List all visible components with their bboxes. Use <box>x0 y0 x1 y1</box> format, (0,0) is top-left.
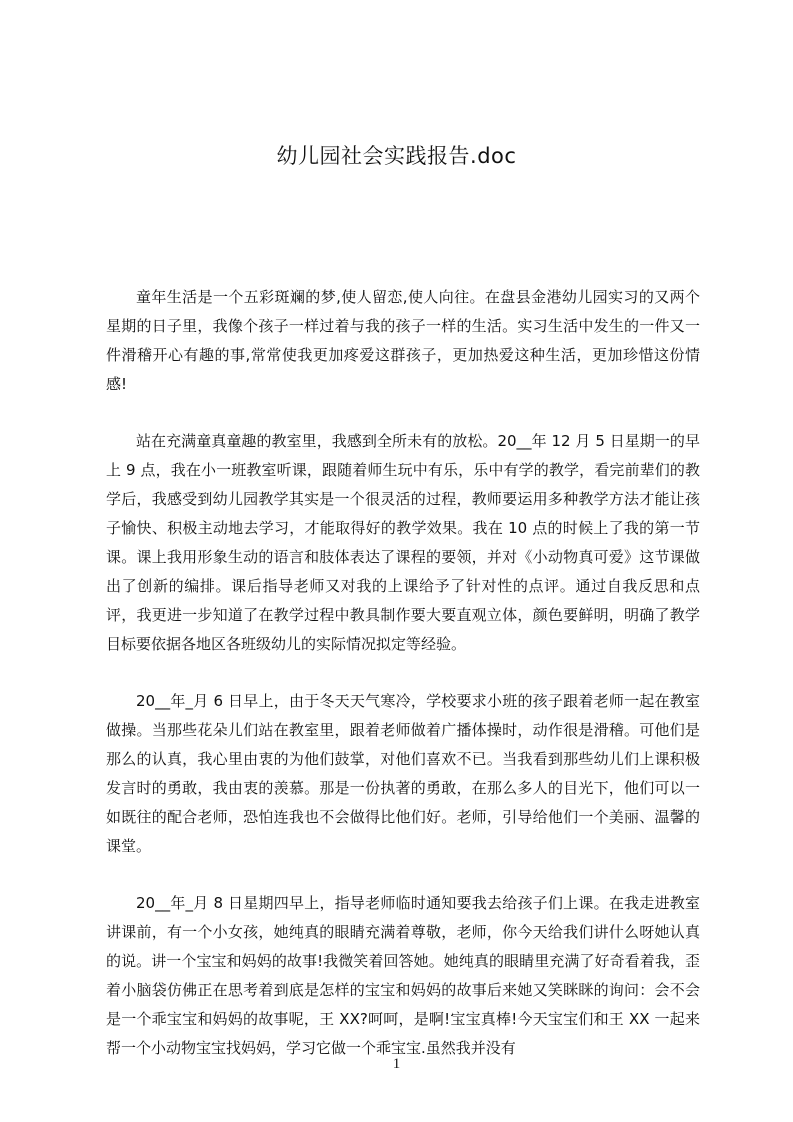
paragraph-2: 站在充满童真童趣的教室里，我感到全所未有的放松。20__年 12 月 5 日星期一的早上 9 点，我在小一班教室听课，跟随着师生玩中有乐，乐中有学的教学，看完前辈们的教学后，我感受到幼儿园教学其实是一个很灵活的过程，教师要运用多种教学方法才能让孩子愉快、积极主动地去学习，才能取得好的教学效果。我在 10 点的时候上了我的第一节课。课上我用形象生动的语言和肢体表达了课程的要领，并对《小动物真可爱》这节课做出了创新的编排。课后指导老师又对我的上课给予了针对性的点评。通过自我反思和点评，我更进一步知道了在教学过程中教具制作要大要直观立体，颜色要鲜明，明确了教学目标要依据各地区各班级幼儿的实际情况拟定等经验。 <box>106 432 700 653</box>
paragraph-1: 童年生活是一个五彩斑斓的梦,使人留恋,使人向往。在盘县金港幼儿园实习的又两个星期的日子里，我像个孩子一样过着与我的孩子一样的生活。实习生活中发生的一件又一件滑稽开心有趣的事,常常使我更加疼爱这群孩子，更加热爱这种生活，更加珍惜这份情感! <box>106 288 700 393</box>
page-number: 1 <box>392 1056 401 1072</box>
document-body <box>106 283 700 1091</box>
paragraph-3: 20__年_月 6 日早上，由于冬天天气寒冷，学校要求小班的孩子跟着老师一起在教室做操。当那些花朵儿们站在教室里，跟着老师做着广播体操时，动作很是滑稽。可他们是那么的认真，我心里由衷的为他们鼓掌，对他们喜欢不已。当我看到那些幼儿们上课积极发言时的勇敢，我由衷的羡慕。那是一份执著的勇敢，在那么多人的目光下，他们可以一如既往的配合老师，恐怕连我也不会做得比他们好。老师，引导给他们一个美丽、温馨的课堂。 <box>106 692 700 855</box>
document-title: 幼儿园社会实践报告.doc <box>276 144 517 168</box>
paragraph-4: 20__年_月 8 日星期四早上，指导老师临时通知要我去给孩子们上课。在我走进教室讲课前，有一个小女孩，她纯真的眼睛充满着尊敬，老师，你今天给我们讲什么呀她认真的说。讲一个宝宝和妈妈的故事!我微笑着回答她。她纯真的眼睛里充满了好奇看着我，歪着小脑袋仿佛正在思考着到底是怎样的宝宝和妈妈的故事后来她又笑眯眯的询问：会不会是一个乖宝宝和妈妈的故事呢，王 XX?呵呵，是啊!宝宝真棒!今天宝宝们和王 XX 一起来帮一个小动物宝宝找妈妈，学习它做一个乖宝宝.虽然我并没有 <box>106 894 700 1057</box>
